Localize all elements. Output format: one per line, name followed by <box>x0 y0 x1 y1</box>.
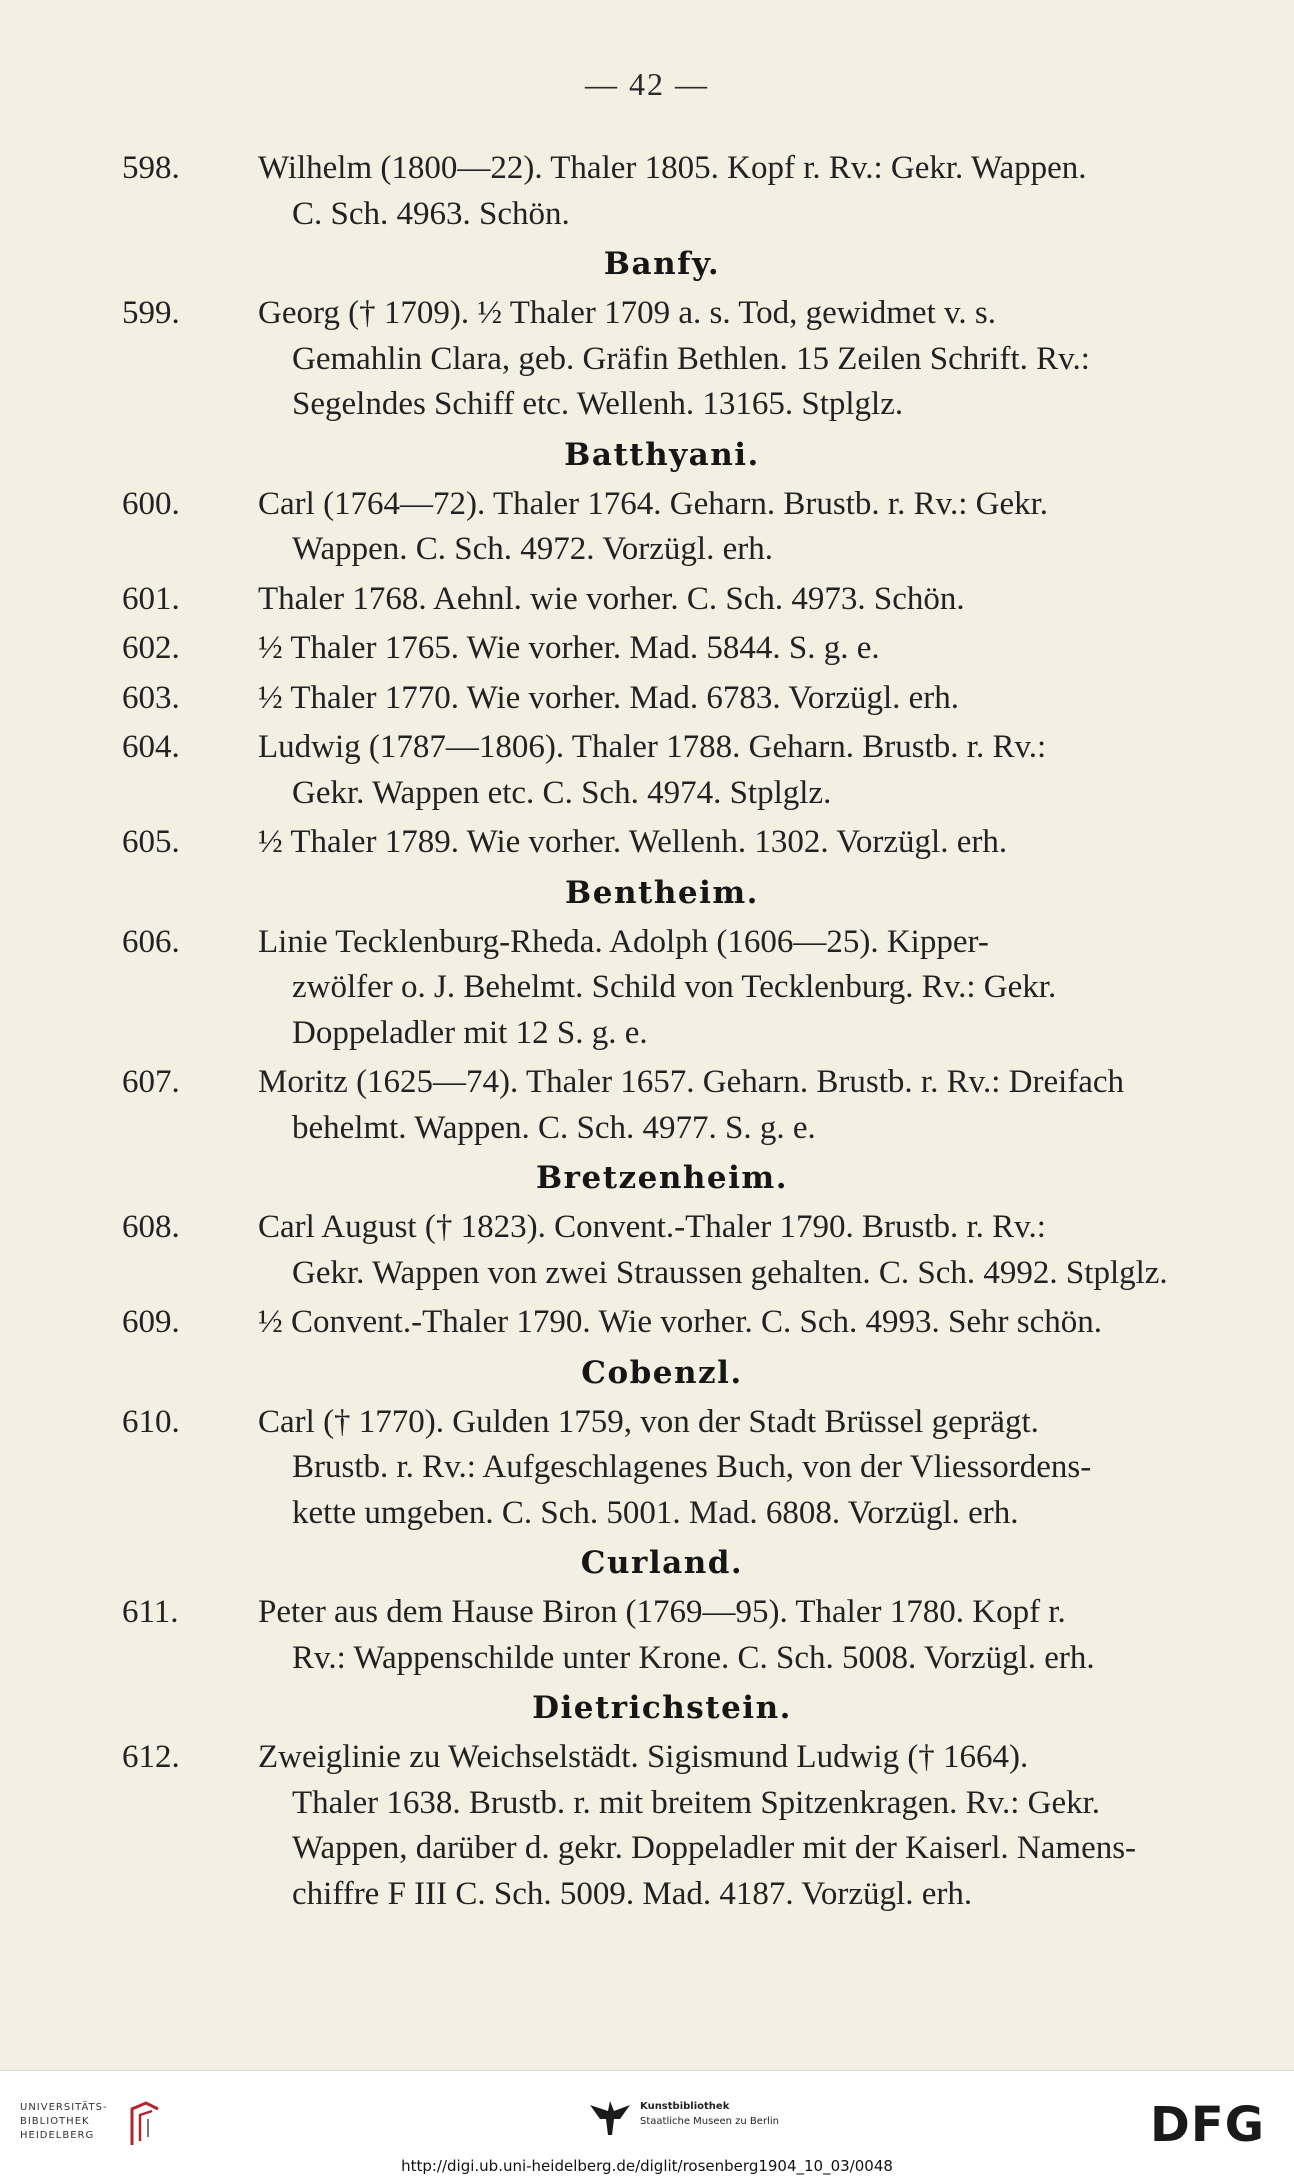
entry-continuation: Rv.: Wappenschilde unter Krone. C. Sch. 5008. Vorzügl. erh. <box>292 1639 1095 1676</box>
entry-continuation: Brustb. r. Rv.: Aufgeschlagenes Buch, von der Vliessordens- <box>292 1449 1092 1485</box>
viewer-footer <box>0 2070 1294 2180</box>
entry-number: 604. <box>122 729 180 765</box>
entry-continuation: C. Sch. 4963. Schön. <box>292 195 570 232</box>
kunstbibliothek-text: Kunstbibliothek Staatliche Museen zu Berlin <box>640 2101 779 2127</box>
page-number: — 42 — <box>585 66 709 102</box>
entry-number: 608. <box>122 1209 180 1245</box>
entry-number: 600. <box>122 485 180 522</box>
entry-text: ½ Thaler 1789. Wie vorher. Wellenh. 1302. Vorzügl. erh. <box>258 824 1008 860</box>
library-name: UNIVERSITÄTS- BIBLIOTHEK HEIDELBERG <box>20 2102 108 2141</box>
entry-number: 606. <box>122 923 180 960</box>
entry-continuation: Gekr. Wappen von zwei Straussen gehalten. C. Sch. 4992. Stplglz. <box>292 1254 1168 1291</box>
entry-609 <box>122 1300 1202 1346</box>
entry-608 <box>122 1205 1202 1296</box>
section-heading-batthyani: Batthyani. <box>564 436 760 473</box>
entry-text: Thaler 1768. Aehnl. wie vorher. C. Sch. 4973. Schön. <box>258 580 965 617</box>
entry-606 <box>122 920 1202 1057</box>
entry-number: 610. <box>122 1403 180 1440</box>
entry-text: Wilhelm (1800—22). Thaler 1805. Kopf r. Rv.: Gekr. Wappen. <box>258 150 1087 186</box>
section-heading-cobenzl: Cobenzl. <box>581 1354 743 1391</box>
eagle-icon <box>588 2097 632 2137</box>
entry-continuation: kette umgeben. C. Sch. 5001. Mad. 6808. Vorzügl. erh. <box>292 1494 1019 1531</box>
entry-number: 609. <box>122 1304 180 1340</box>
entry-610 <box>122 1400 1202 1537</box>
section-heading-banfy: Banfy. <box>603 246 721 282</box>
entry-text: Georg († 1709). ½ Thaler 1709 a. s. Tod, gewidmet v. s. <box>258 295 996 331</box>
entry-text: Carl (1764—72). Thaler 1764. Geharn. Brustb. r. Rv.: Gekr. <box>258 485 1049 522</box>
entry-number: 602. <box>122 630 180 666</box>
entry-number: 605. <box>122 824 180 860</box>
heidelberg-library-logo[interactable] <box>20 2101 195 2163</box>
entry-continuation: Doppeladler mit 12 S. g. e. <box>292 1014 648 1051</box>
entry-text: Carl August († 1823). Convent.-Thaler 1790. Brustb. r. Rv.: <box>258 1209 1046 1245</box>
entry-text: Linie Tecklenburg-Rheda. Adolph (1606—25). Kipper- <box>258 923 989 960</box>
entry-text: Moritz (1625—74). Thaler 1657. Geharn. Brustb. r. Rv.: Dreifach <box>258 1064 1125 1100</box>
section-heading-dietrichstein: Dietrichstein. <box>532 1690 792 1726</box>
permalink-url[interactable]: http://digi.ub.uni-heidelberg.de/diglit/rosenberg1904_10_03/0048 <box>401 2157 893 2175</box>
entry-number: 599. <box>122 295 180 331</box>
entry-text: Ludwig (1787—1806). Thaler 1788. Geharn. Brustb. r. Rv.: <box>258 729 1047 765</box>
entry-number: 612. <box>122 1739 180 1775</box>
entry-continuation: Segelndes Schiff etc. Wellenh. 13165. Stplglz. <box>292 386 904 422</box>
entry-continuation: Thaler 1638. Brustb. r. mit breitem Spitzenkragen. Rv.: Gekr. <box>292 1784 1101 1821</box>
entry-598 <box>122 146 1202 237</box>
entry-number: 601. <box>122 580 180 617</box>
entry-text: ½ Convent.-Thaler 1790. Wie vorher. C. Sch. 4993. Sehr schön. <box>258 1304 1103 1340</box>
entry-continuation: chiffre F III C. Sch. 5009. Mad. 4187. Vorzügl. erh. <box>292 1875 973 1912</box>
entry-continuation: Wappen, darüber d. gekr. Doppeladler mit der Kaiserl. Namens- <box>292 1830 1137 1866</box>
entry-607 <box>122 1060 1202 1151</box>
entry-604 <box>122 725 1202 816</box>
entry-text: Carl († 1770). Gulden 1759, von der Stadt Brüssel geprägt. <box>258 1403 1039 1440</box>
section-heading-bretzenheim: Bretzenheim. <box>535 1160 789 1196</box>
entry-text: Peter aus dem Hause Biron (1769—95). Thaler 1780. Kopf r. <box>258 1594 1066 1630</box>
section-heading-curland: Curland. <box>580 1545 744 1581</box>
entry-number: 611. <box>122 1594 179 1630</box>
entry-number: 603. <box>122 679 180 716</box>
entry-number: 598. <box>122 150 180 186</box>
entry-601 <box>122 577 1202 623</box>
catalog-content <box>122 146 1202 1921</box>
university-emblem-icon <box>128 2101 162 2147</box>
entry-number: 607. <box>122 1064 180 1100</box>
entry-603 <box>122 676 1202 722</box>
kunstbibliothek-logo[interactable] <box>588 2095 828 2145</box>
entry-text: Zweiglinie zu Weichselstädt. Sigismund Ludwig († 1664). <box>258 1739 1029 1775</box>
entry-text: ½ Thaler 1765. Wie vorher. Mad. 5844. S. g. e. <box>258 630 880 666</box>
entry-continuation: Gemahlin Clara, geb. Gräfin Bethlen. 15 Zeilen Schrift. Rv.: <box>292 340 1090 377</box>
entry-continuation: Gekr. Wappen etc. C. Sch. 4974. Stplglz. <box>292 774 832 811</box>
entry-612 <box>122 1735 1202 1917</box>
entry-continuation: Wappen. C. Sch. 4972. Vorzügl. erh. <box>292 531 773 567</box>
entry-continuation: behelmt. Wappen. C. Sch. 4977. S. g. e. <box>292 1109 816 1146</box>
entry-602 <box>122 626 1202 672</box>
section-heading-bentheim: Bentheim. <box>565 874 759 911</box>
entry-continuation: zwölfer o. J. Behelmt. Schild von Tecklenburg. Rv.: Gekr. <box>292 969 1057 1005</box>
entry-text: ½ Thaler 1770. Wie vorher. Mad. 6783. Vorzügl. erh. <box>258 679 960 716</box>
entry-611 <box>122 1590 1202 1681</box>
entry-600 <box>122 482 1202 573</box>
dfg-logo[interactable]: DFG <box>1150 2097 1266 2153</box>
entry-605 <box>122 820 1202 866</box>
entry-599 <box>122 291 1202 428</box>
